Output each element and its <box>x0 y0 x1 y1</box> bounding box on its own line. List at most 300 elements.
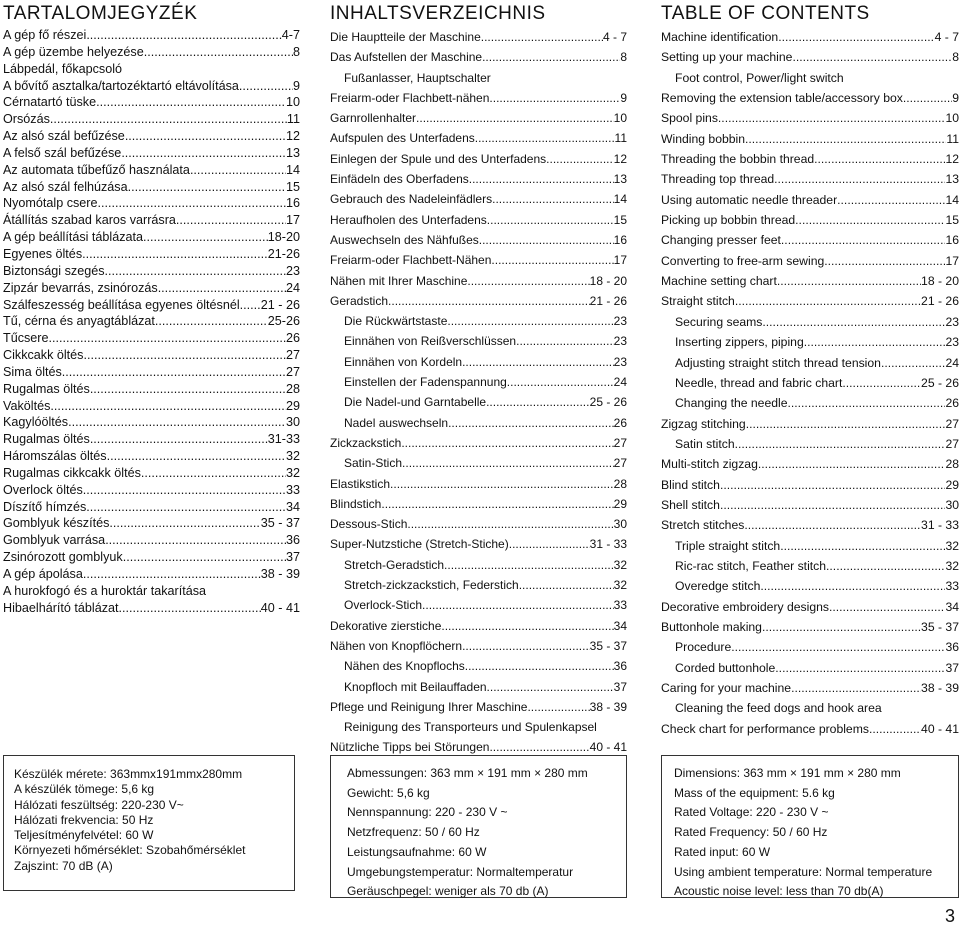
toc-entry-label: Reinigung des Transporteurs und Spulenkapsel <box>344 720 597 735</box>
toc-entry-label: Rugalmas öltés <box>3 381 90 396</box>
toc-entry <box>330 210 627 230</box>
toc-leader-dots <box>791 678 921 698</box>
toc-entry-label: Decorative embroidery designs <box>661 599 829 614</box>
toc-entry <box>330 311 627 331</box>
toc-entry-page: 27 <box>945 436 959 451</box>
toc-entry-page: 26 <box>613 415 627 430</box>
toc-entry <box>661 637 959 657</box>
toc-entry-page: 24 <box>285 280 300 295</box>
toc-entry-label: Spool pins <box>661 111 718 126</box>
toc-leader-dots <box>86 27 281 44</box>
toc-entry <box>3 347 300 364</box>
toc-entry-label: Adjusting straight stitch thread tension <box>675 355 881 370</box>
toc-entry-page: 21-26 <box>267 246 300 261</box>
toc-entry-label: Threading top thread <box>661 172 775 187</box>
toc-entry <box>3 364 300 381</box>
toc-entry-label: Setting up your machine <box>661 50 793 65</box>
toc-leader-dots <box>869 719 921 739</box>
toc-leader-dots <box>744 515 921 535</box>
toc-entry <box>3 229 300 246</box>
toc-leader-dots <box>416 108 614 128</box>
toc-entry <box>3 381 300 398</box>
toc-entry <box>3 414 300 431</box>
specs-box-english <box>661 755 959 898</box>
toc-leader-dots <box>826 556 945 576</box>
toc-entry-label: Dekorative zierstiche <box>330 618 442 633</box>
toc-entry-label: Overlock öltés <box>3 482 83 497</box>
toc-leader-dots <box>144 44 293 61</box>
toc-entry-page: 8 <box>292 44 300 59</box>
toc-entry-label: Stretch-zickzackstich, Federstich <box>344 578 519 593</box>
toc-leader-dots <box>86 499 286 516</box>
toc-leader-dots <box>158 280 286 297</box>
toc-entry-label: Caring for your machine <box>661 681 792 695</box>
spec-line: Dimensions: 363 mm × 191 mm × 280 mm <box>674 766 901 780</box>
toc-entry-label: Die Nadel-und Garntabelle <box>344 395 487 410</box>
toc-entry-label: A gép beállítási táblázata <box>3 230 144 245</box>
toc-entry <box>661 515 959 535</box>
toc-leader-dots <box>240 297 261 314</box>
toc-entry-page: 27 <box>945 416 959 431</box>
toc-entry-label: Az automata tűbefűző használata <box>3 162 190 177</box>
toc-entry-page: 10 <box>285 95 300 110</box>
toc-entry-page: 30 <box>285 415 300 430</box>
toc-entry-page: 9 <box>952 91 959 106</box>
toc-entry-page: 17 <box>285 213 300 228</box>
toc-entry-label: Hibaelhárító táblázat <box>3 600 119 615</box>
toc-leader-dots <box>441 616 613 636</box>
toc-entry <box>3 128 300 145</box>
toc-entry-page: 14 <box>285 162 300 177</box>
toc-entry-label: Heraufholen des Unterfadens <box>330 212 487 227</box>
toc-entry-label: Geradstich <box>330 293 389 308</box>
toc-entry-page: 32 <box>285 465 300 480</box>
toc-leader-dots <box>119 600 261 617</box>
toc-entry-label: Securing seams <box>675 314 763 329</box>
toc-entry-label: Winding bobbin <box>661 131 746 146</box>
toc-entry-label: Garnrollenhalter <box>330 111 417 126</box>
toc-entry <box>330 68 627 88</box>
spec-line: Környezeti hőmérséklet: Szobahőmérséklet <box>14 843 246 858</box>
toc-entry <box>661 373 959 393</box>
toc-entry-label: Zickzackstich <box>330 435 402 450</box>
toc-entry <box>3 448 300 465</box>
toc-leader-dots <box>401 433 613 453</box>
toc-entry-label: Das Aufstellen der Maschine <box>330 50 483 65</box>
toc-entry <box>661 210 959 230</box>
spec-line: Abmessungen: 363 mm × 191 mm × 280 mm <box>347 766 588 780</box>
toc-entry-label: Sima öltés <box>3 364 62 379</box>
toc-entry <box>330 534 627 554</box>
toc-entry-page: 15 <box>613 212 627 227</box>
toc-column-english <box>661 0 959 739</box>
toc-leader-dots <box>492 189 614 209</box>
toc-leader-dots <box>96 94 286 111</box>
toc-leader-dots <box>239 78 293 95</box>
toc-entry <box>661 698 959 718</box>
toc-entry <box>3 145 300 162</box>
toc-entry <box>3 482 300 499</box>
toc-leader-dots <box>50 398 286 415</box>
spec-line: A készülék tömege: 5,6 kg <box>14 782 155 797</box>
toc-leader-dots <box>780 536 945 556</box>
toc-leader-dots <box>720 495 946 515</box>
toc-entry <box>3 94 300 111</box>
toc-entry-page: 18-20 <box>267 230 300 245</box>
toc-entry <box>330 616 627 636</box>
toc-entry-page: 30 <box>613 517 627 532</box>
toc-entry-page: 27 <box>613 435 627 450</box>
toc-leader-dots <box>842 373 921 393</box>
toc-entry-page: 40 - 41 <box>921 721 959 736</box>
toc-entry <box>330 514 627 534</box>
toc-entry-page: 14 <box>613 192 627 207</box>
toc-entry <box>3 111 300 128</box>
toc-entry <box>661 27 959 47</box>
toc-entry <box>3 499 300 516</box>
toc-leader-dots <box>762 312 945 332</box>
toc-leader-dots <box>475 128 615 148</box>
toc-entry <box>3 431 300 448</box>
toc-entry-label: Az alsó szál felhúzása <box>3 179 128 194</box>
toc-entry-page: 32 <box>285 449 300 464</box>
toc-entry <box>3 27 300 44</box>
toc-entry-label: Satin stitch <box>675 436 735 451</box>
toc-entry-page: 21 - 26 <box>921 294 959 309</box>
toc-entry-page: 21 - 26 <box>589 293 627 308</box>
toc-leader-dots <box>462 352 614 372</box>
toc-entry-page: 18 - 20 <box>921 274 959 289</box>
toc-leader-dots <box>176 212 286 229</box>
toc-entry-page: 4-7 <box>281 28 300 42</box>
toc-entry <box>661 47 959 67</box>
toc-entry-label: Rugalmas öltés <box>3 432 90 447</box>
toc-leader-dots <box>83 566 261 583</box>
toc-entry <box>330 189 627 209</box>
toc-entry <box>661 108 959 128</box>
toc-entry-page: 11 <box>614 131 627 146</box>
toc-entry-label: Einlegen der Spule und des Unterfadens <box>330 151 547 166</box>
toc-entry <box>330 575 627 595</box>
toc-entry-label: A gép ápolása <box>3 567 83 581</box>
toc-entry-page: 25 - 26 <box>921 375 959 390</box>
toc-entry <box>3 195 300 212</box>
toc-entry-page: 16 <box>285 196 300 211</box>
toc-entry-page: 28 <box>613 476 627 491</box>
toc-entry-page: 4 - 7 <box>602 30 627 44</box>
toc-entry-page: 23 <box>945 314 959 329</box>
toc-entry-label: Cérnatartó tüske <box>3 95 97 110</box>
toc-leader-dots <box>720 475 946 495</box>
toc-entry <box>330 717 627 737</box>
toc-entry <box>3 549 300 566</box>
toc-leader-dots <box>143 229 268 246</box>
toc-entry-label: Check chart for performance problems <box>661 721 869 736</box>
toc-entry <box>3 398 300 415</box>
spec-line: Hálózati frekvencia: 50 Hz <box>14 812 154 827</box>
toc-entry-label: Nützliche Tipps bei Störungen <box>330 740 490 755</box>
spec-line: Hálózati feszültség: 220-230 V~ <box>14 797 184 812</box>
toc-leader-dots <box>462 636 590 656</box>
toc-entry <box>661 312 959 332</box>
toc-entry-label: Auswechseln des Nähfußes <box>330 232 479 247</box>
toc-entry-page: 36 <box>613 659 627 674</box>
toc-entry-label: Nähen von Knopflöchern <box>330 638 463 653</box>
toc-entry-page: 10 <box>945 111 959 126</box>
toc-entry-label: Freiarm-oder Flachbett-Nähen <box>330 253 492 268</box>
toc-entry-page: 38 - 39 <box>921 681 959 695</box>
spec-line: Gewicht: 5,6 kg <box>347 785 430 800</box>
toc-entry <box>661 556 959 576</box>
toc-entry-page: 11 <box>946 131 959 146</box>
toc-entry <box>3 297 300 314</box>
toc-entry-label: A bővítő asztalka/tartozéktartó eltávolítása <box>3 78 239 93</box>
toc-entry-page: 32 <box>945 538 959 553</box>
toc-leader-dots <box>121 145 286 162</box>
toc-entry-page: 24 <box>613 375 627 390</box>
toc-entry-page: 13 <box>613 172 627 187</box>
toc-entry-page: 31 - 33 <box>921 518 959 533</box>
toc-entry <box>330 291 627 311</box>
toc-entry <box>661 271 959 291</box>
toc-leader-dots <box>824 251 945 271</box>
toc-entry-label: Machine identification <box>661 30 779 44</box>
toc-entry-page: 35 - 37 <box>260 516 300 531</box>
toc-entry <box>330 555 627 575</box>
toc-entry-page: 29 <box>613 496 627 511</box>
toc-entry-label: Nadel auswechseln <box>344 415 449 430</box>
toc-entry <box>3 61 300 78</box>
toc-entry-label: Gomblyuk varrása <box>3 533 106 548</box>
toc-entry-page: 14 <box>945 192 959 207</box>
toc-leader-dots <box>50 111 287 128</box>
toc-entry-page: 9 <box>292 78 300 93</box>
toc-entry-label: Vaköltés <box>3 398 51 413</box>
toc-entry-page: 38 - 39 <box>589 699 627 714</box>
spec-line: Rated Voltage: 220 - 230 V ~ <box>674 805 829 820</box>
toc-entry <box>661 617 959 637</box>
toc-entry-label: Átállítás szabad karos varrásra <box>3 213 176 228</box>
toc-leader-dots <box>90 381 286 398</box>
toc-leader-dots <box>407 514 613 534</box>
toc-entry <box>661 434 959 454</box>
toc-entry-label: Converting to free-arm sewing <box>661 253 825 268</box>
toc-leader-dots <box>465 656 614 676</box>
toc-entry-page: 32 <box>945 558 959 573</box>
toc-entry <box>661 332 959 352</box>
toc-entry <box>330 352 627 372</box>
toc-entry <box>330 169 627 189</box>
toc-list-german <box>330 27 627 758</box>
toc-leader-dots <box>125 128 286 145</box>
toc-entry-page: 23 <box>945 335 959 350</box>
toc-entry-page: 23 <box>613 314 627 329</box>
toc-leader-dots <box>68 414 286 431</box>
toc-entry-label: A gép fő részei <box>3 28 87 42</box>
toc-entry <box>661 454 959 474</box>
toc-entry-label: Die Rückwärtstaste <box>344 314 448 329</box>
toc-entry-page: 10 <box>613 111 627 126</box>
toc-title-german: INHALTSVERZEICHNIS <box>330 3 546 24</box>
toc-entry-page: 17 <box>613 253 627 268</box>
toc-leader-dots <box>482 47 620 67</box>
toc-entry-page: 28 <box>285 381 300 396</box>
toc-entry-page: 15 <box>945 213 959 228</box>
toc-leader-dots <box>829 597 945 617</box>
toc-entry <box>330 372 627 392</box>
toc-leader-dots <box>745 129 946 149</box>
toc-leader-dots <box>109 515 260 532</box>
toc-entry-page: 30 <box>945 497 959 512</box>
toc-entry <box>330 413 627 433</box>
toc-entry <box>661 149 959 169</box>
toc-entry-label: Gomblyuk készítés <box>3 516 110 531</box>
spec-line: Rated input: 60 W <box>674 844 771 859</box>
toc-leader-dots <box>781 230 946 250</box>
toc-entry <box>330 88 627 108</box>
toc-entry-label: Changing the needle <box>675 396 788 411</box>
toc-entry-label: Zigzag stitching <box>661 416 746 431</box>
toc-entry-page: 35 - 37 <box>589 638 627 653</box>
toc-entry <box>661 169 959 189</box>
toc-leader-dots <box>804 332 946 352</box>
spec-line: Geräuschpegel: weniger als 70 db (A) <box>347 884 549 899</box>
toc-entry <box>330 149 627 169</box>
toc-entry-page: 27 <box>285 348 300 363</box>
toc-leader-dots <box>516 331 614 351</box>
toc-entry-page: 37 <box>285 550 300 565</box>
toc-entry <box>3 583 300 600</box>
spec-line: Zajszint: 70 dB (A) <box>14 858 113 873</box>
toc-leader-dots <box>448 413 614 433</box>
toc-column-hungarian <box>3 0 300 617</box>
toc-leader-dots <box>881 353 945 373</box>
toc-entry-label: Pflege und Reinigung Ihrer Maschine <box>330 699 528 714</box>
toc-entry <box>661 678 959 698</box>
toc-leader-dots <box>62 364 286 381</box>
spec-line: Rated Frequency: 50 / 60 Hz <box>674 825 828 840</box>
toc-leader-dots <box>422 595 614 615</box>
toc-entry <box>3 465 300 482</box>
spec-line: Nennspannung: 220 - 230 V ~ <box>347 805 508 820</box>
toc-entry-label: Shell stitch <box>661 497 720 512</box>
toc-entry-label: Overlock-Stich <box>344 598 423 613</box>
toc-entry-label: Nyomótalp csere <box>3 196 98 211</box>
toc-entry-label: Overedge stitch <box>675 579 761 594</box>
toc-entry <box>330 433 627 453</box>
spec-line: Acoustic noise level: less than 70 db(A) <box>674 884 884 899</box>
toc-entry-page: 28 <box>945 457 959 472</box>
toc-entry-page: 26 <box>945 396 959 411</box>
toc-entry-label: Tűcsere <box>3 331 49 346</box>
toc-entry-label: Elastikstich <box>330 476 391 491</box>
toc-entry-page: 26 <box>285 331 300 346</box>
toc-entry <box>3 280 300 297</box>
toc-leader-dots <box>788 393 946 413</box>
toc-leader-dots <box>487 677 614 697</box>
toc-entry <box>330 27 627 47</box>
toc-entry <box>661 597 959 617</box>
toc-entry <box>661 88 959 108</box>
toc-entry <box>3 44 300 61</box>
toc-leader-dots <box>746 414 946 434</box>
toc-entry <box>3 515 300 532</box>
toc-leader-dots <box>735 291 921 311</box>
toc-entry <box>330 697 627 717</box>
toc-entry <box>330 494 627 514</box>
toc-entry <box>661 251 959 271</box>
toc-entry-page: 21 - 26 <box>260 297 300 312</box>
toc-entry-label: Gebrauch des Nadeleinfädlers <box>330 192 493 207</box>
toc-entry-page: 23 <box>285 263 300 278</box>
toc-entry <box>3 78 300 95</box>
toc-leader-dots <box>903 88 952 108</box>
toc-entry <box>661 68 959 88</box>
toc-entry <box>330 128 627 148</box>
toc-entry-page: 40 - 41 <box>589 740 627 755</box>
toc-title-hungarian: TARTALOMJEGYZÉK <box>3 3 198 24</box>
toc-column-german <box>330 0 627 758</box>
toc-entry-page: 9 <box>620 90 627 105</box>
toc-entry-label: Changing presser feet <box>661 233 781 248</box>
toc-leader-dots <box>444 555 614 575</box>
toc-entry-page: 33 <box>613 598 627 613</box>
toc-entry-page: 27 <box>285 364 300 379</box>
toc-entry-page: 32 <box>613 557 627 572</box>
toc-leader-dots <box>90 431 268 448</box>
toc-entry-page: 24 <box>945 355 959 370</box>
toc-entry-page: 8 <box>620 50 627 65</box>
toc-leader-dots <box>467 271 589 291</box>
toc-entry-page: 12 <box>613 151 627 166</box>
toc-leader-dots <box>778 27 934 47</box>
toc-entry <box>661 190 959 210</box>
toc-entry-label: Using automatic needle threader <box>661 192 838 207</box>
toc-entry <box>3 330 300 347</box>
toc-entry-label: Rugalmas cikkcakk öltés <box>3 465 141 480</box>
toc-leader-dots <box>814 149 945 169</box>
toc-leader-dots <box>527 697 589 717</box>
toc-entry-label: Nähen des Knopflochs <box>344 659 465 674</box>
toc-entry-page: 33 <box>945 579 959 594</box>
toc-entry-label: Inserting zippers, piping <box>675 335 804 350</box>
toc-entry <box>330 677 627 697</box>
toc-entry <box>330 230 627 250</box>
toc-entry-page: 29 <box>285 398 300 413</box>
toc-entry-label: Cikkcakk öltés <box>3 348 84 363</box>
toc-entry-label: Stretch stitches <box>661 518 745 533</box>
toc-leader-dots <box>718 108 946 128</box>
toc-entry-page: 34 <box>945 599 959 614</box>
toc-leader-dots <box>487 210 614 230</box>
toc-entry-page: 8 <box>952 50 959 65</box>
toc-entry-label: Orsózás <box>3 112 50 127</box>
toc-entry-label: Az alsó szál befűzése <box>3 129 125 144</box>
toc-leader-dots <box>491 250 613 270</box>
toc-entry-label: A gép üzembe helyezése <box>3 44 144 59</box>
toc-entry-page: 36 <box>285 533 300 548</box>
toc-leader-dots <box>390 474 614 494</box>
toc-entry-label: Nähen mit Ihrer Maschine <box>330 273 468 288</box>
toc-entry-label: Buttonhole making <box>661 619 762 634</box>
toc-entry <box>330 453 627 473</box>
toc-entry <box>330 250 627 270</box>
toc-entry-label: Removing the extension table/accessory box <box>661 91 903 106</box>
toc-entry-label: Triple straight stitch <box>675 538 781 553</box>
toc-entry <box>661 536 959 556</box>
toc-entry-label: Ric-rac stitch, Feather stitch <box>675 558 827 573</box>
spec-line: Umgebungstemperatur: Normaltemperatur <box>347 864 574 879</box>
